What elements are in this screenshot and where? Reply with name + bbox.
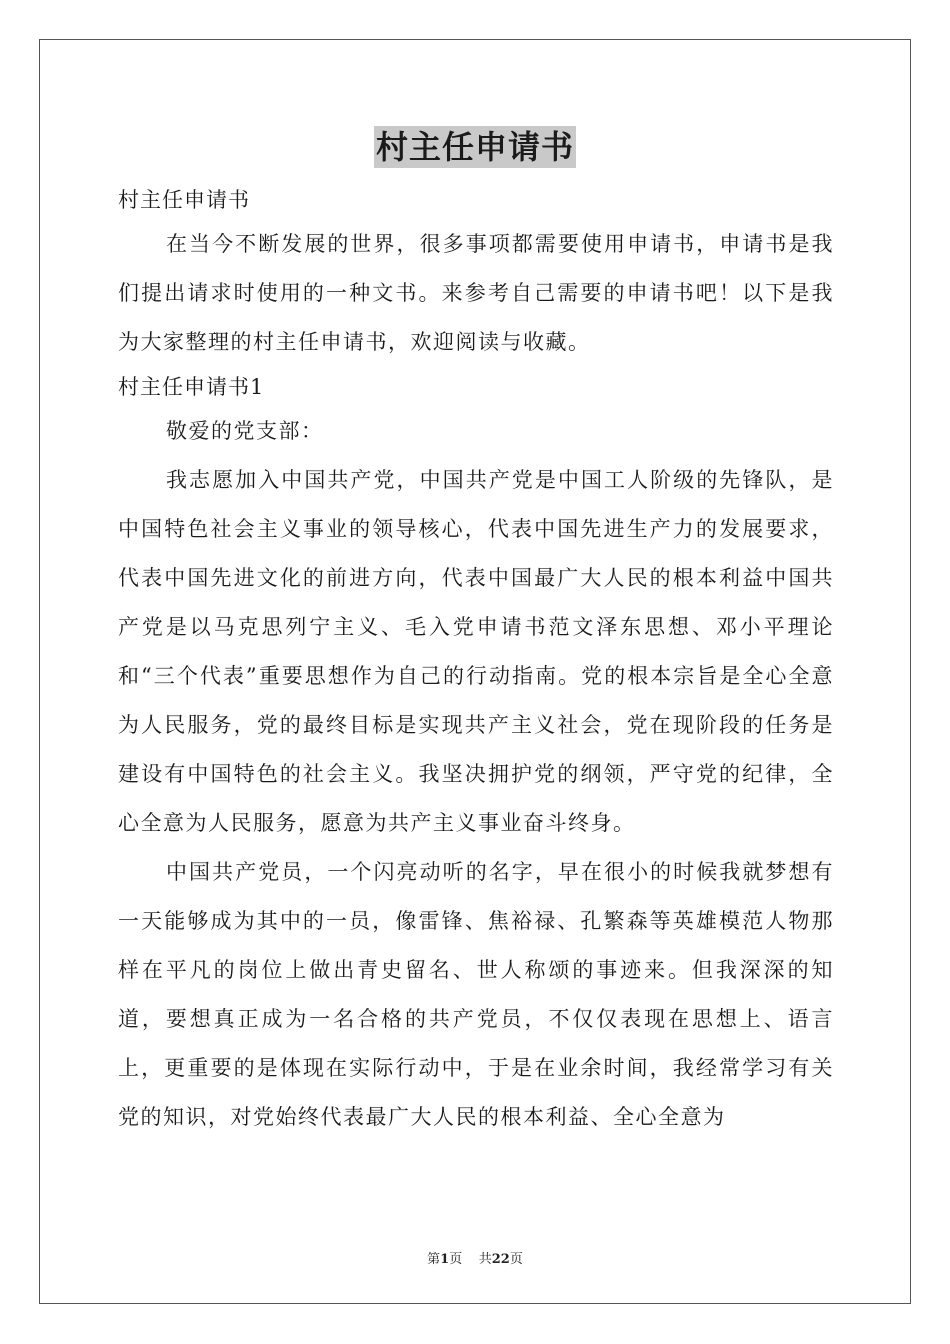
footer-total-suffix: 页 [509, 1252, 523, 1267]
intro-paragraph: 在当今不断发展的世界，很多事项都需要使用申请书，申请书是我们提出请求时使用的一种文书。来参考自己需要的申请书吧！以下是我为大家整理的村主任申请书，欢迎阅读与收藏。 [118, 232, 834, 354]
section-heading: 村主任申请书1 [118, 375, 265, 399]
title-container [0, 126, 950, 168]
footer-total-pages: 22 [491, 1252, 510, 1267]
page-footer [0, 1248, 950, 1267]
document-subtitle: 村主任申请书 [118, 188, 250, 212]
footer-total-prefix: 共 [478, 1252, 492, 1267]
salutation: 敬爱的党支部： [166, 419, 324, 443]
footer-page-suffix: 页 [449, 1252, 463, 1267]
footer-page-number: 1 [440, 1252, 450, 1267]
document-body [118, 180, 834, 1142]
footer-page-prefix: 第 [427, 1252, 441, 1267]
document-title: 村主任申请书 [375, 128, 574, 166]
body-paragraph-2: 中国共产党员，一个闪亮动听的名字，早在很小的时候我就梦想有一天能够成为其中的一员，像雷锋、焦裕禄、孔繁森等英雄模范人物那样在平凡的岗位上做出青史留名、世人称颂的事迹来。但我深深的知道，要想真正成为一名合格的共产党员，不仅仅表现在思想上、语言上，更重要的是体现在实际行动中，于是在业余时间，我经常学习有关党的知识，对党始终代表最广大人民的根本利益、全心全意为 [118, 860, 834, 1129]
body-paragraph-1: 我志愿加入中国共产党，中国共产党是中国工人阶级的先锋队，是中国特色社会主义事业的领导核心，代表中国先进生产力的发展要求，代表中国先进文化的前进方向，代表中国最广大人民的根本利益中国共产党是以马克思列宁主义、毛入党申请书范文泽东思想、邓小平理论和“三个代表”重要思想作为自己的行动指南。党的根本宗旨是全心全意为人民服务，党的最终目标是实现共产主义社会，党在现阶段的任务是建设有中国特色的社会主义。我坚决拥护党的纲领，严守党的纪律，全心全意为人民服务，愿意为共产主义事业奋斗终身。 [118, 468, 834, 835]
